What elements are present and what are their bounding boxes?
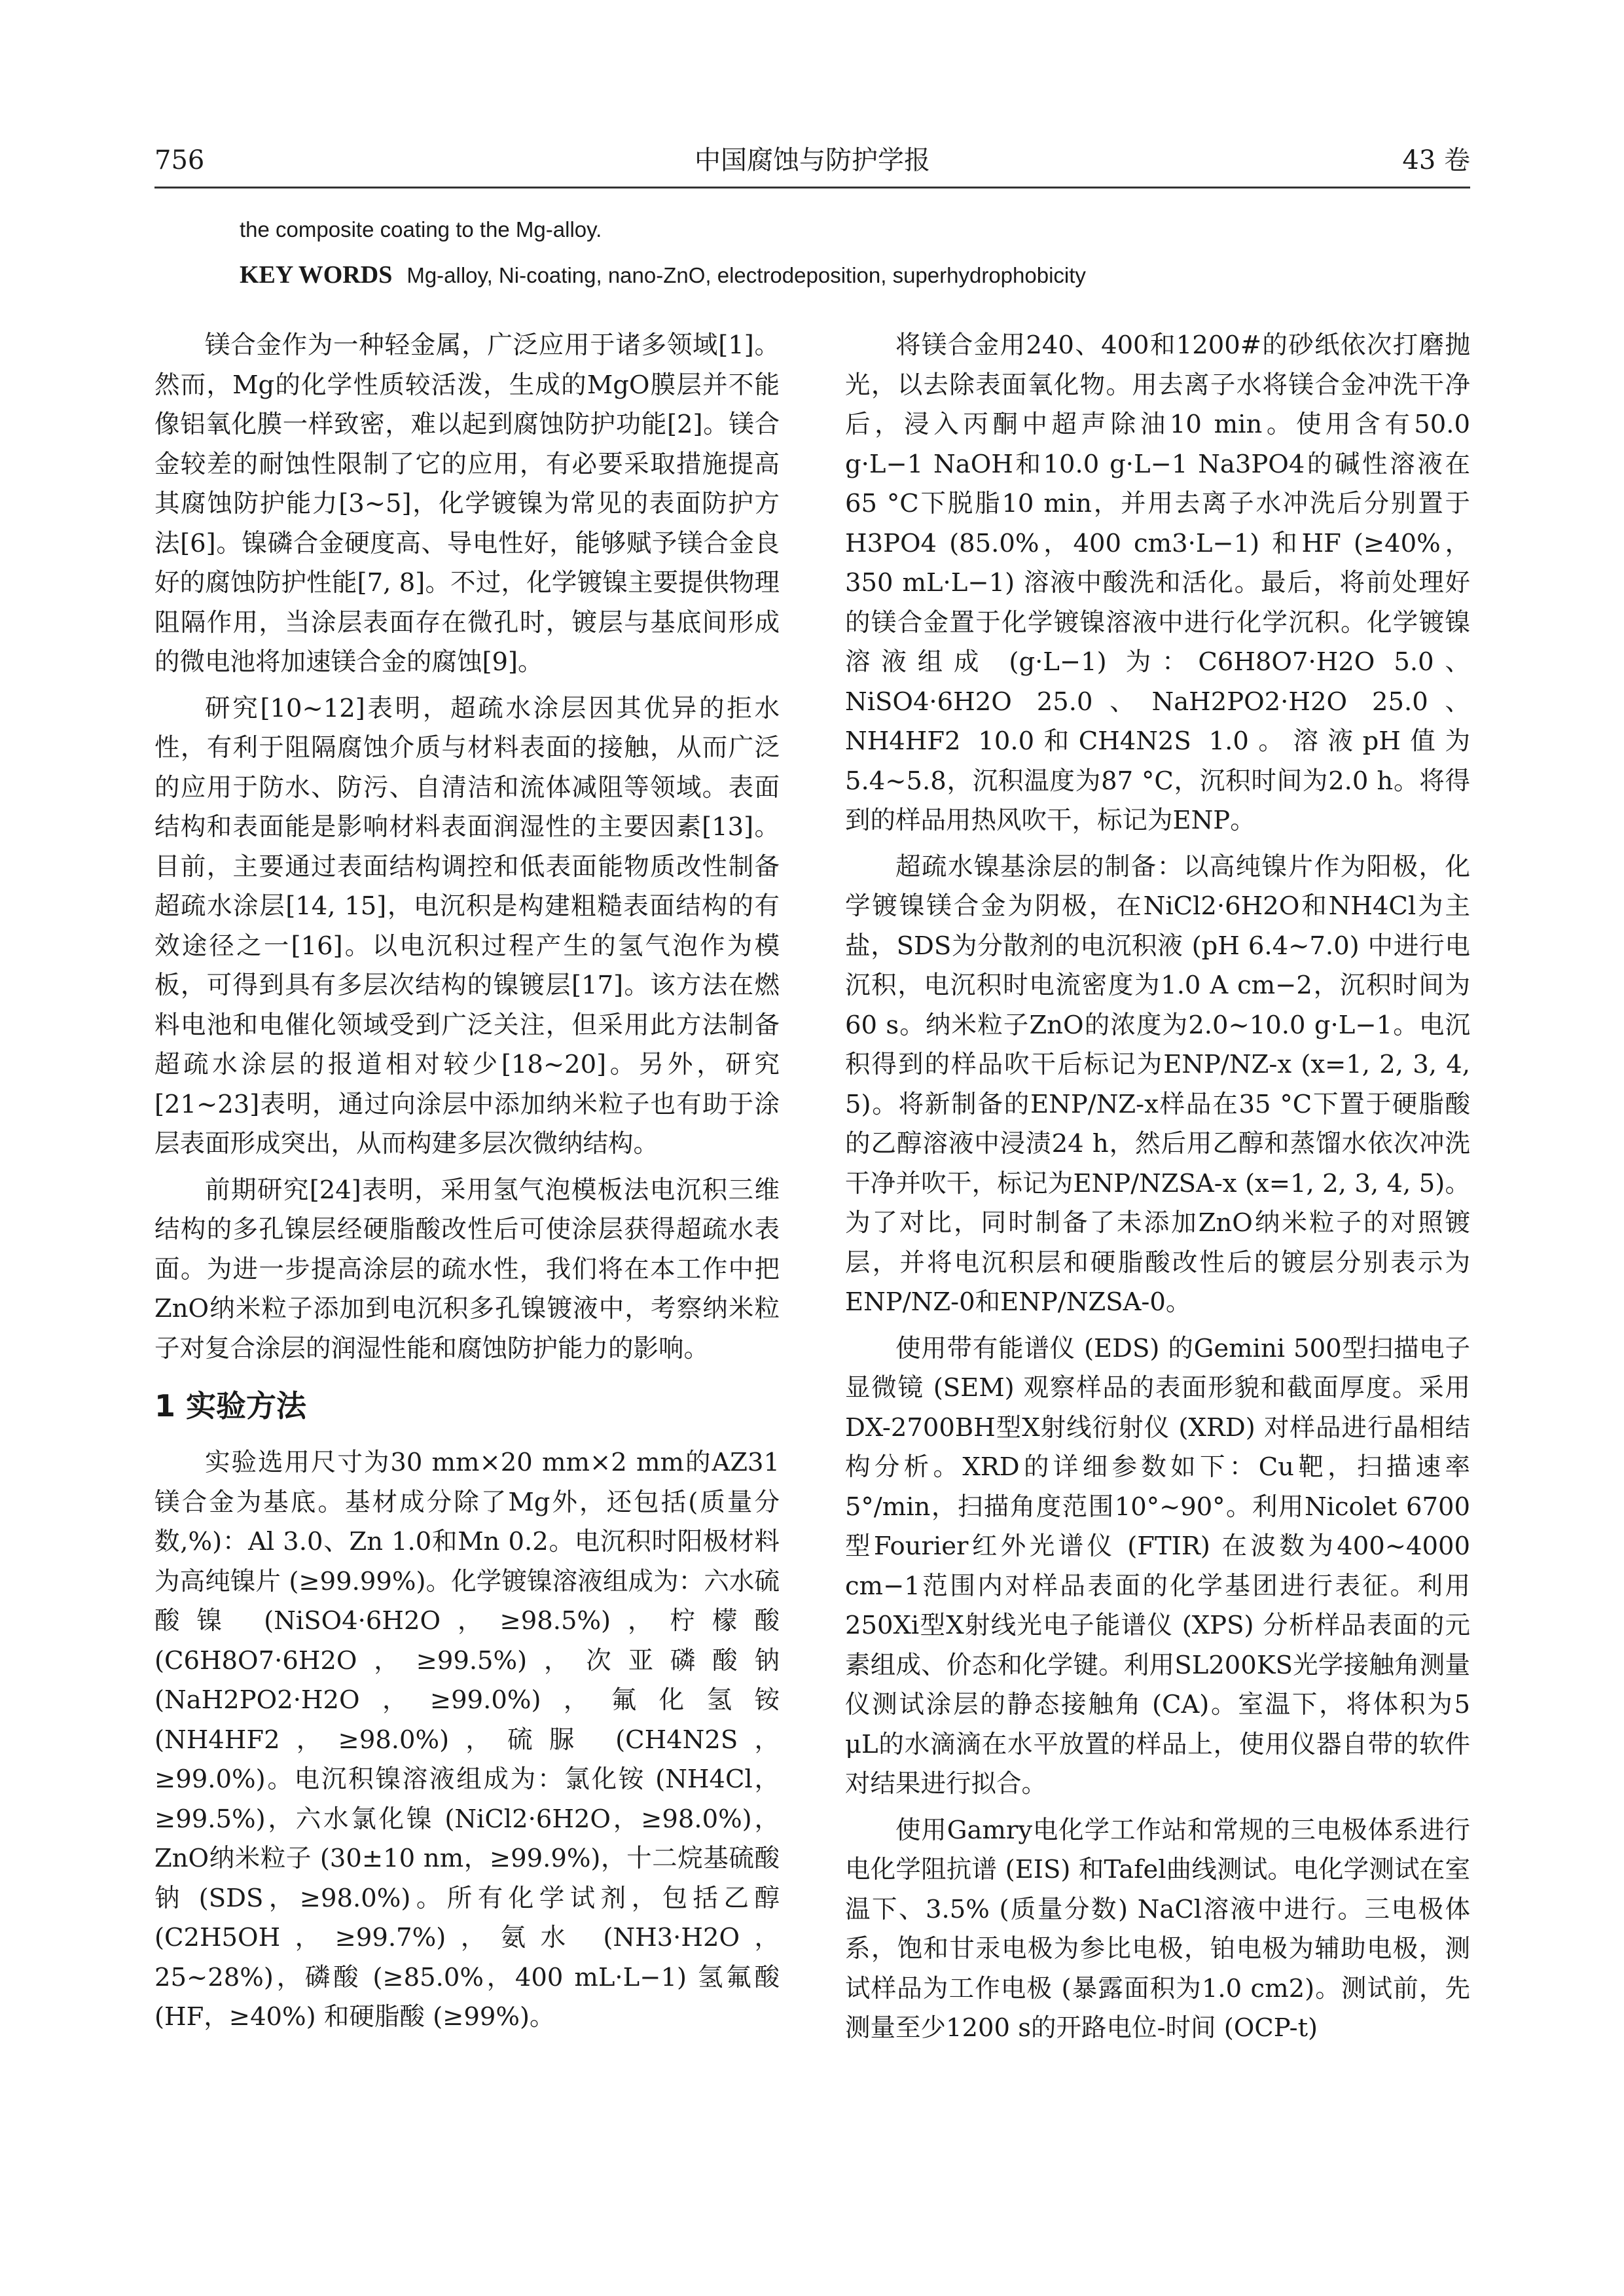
paragraph-preparation: 超疏水镍基涂层的制备：以高纯镍片作为阳极，化学镀镍镁合金为阴极，在NiCl2·6H2O和NH4Cl为主盐，SDS为分散剂的电沉积液 (pH 6.4~7.0) 中进行电沉积，电沉积时电流密度为1.0 A cm−2，沉积时间为60 s。纳米粒子ZnO的浓度为2.0~10.0 g·L−1。电沉积得到的样品吹干后标记为ENP/NZ-x (x=1, 2, 3, 4, 5)。将新制备的ENP/NZ-x样品在35 °C下置于硬脂酸的乙醇溶液中浸渍24 h，然后用乙醇和蒸馏水依次冲洗干净并吹干，标记为ENP/NZSA-x (x=1, 2, 3, 4, 5)。为了对比，同时制备了未添加ZnO纳米粒子的对照镀层，并将电沉积层和硬脂酸改性后的镀层分别表示为ENP/NZ-0和ENP/NZSA-0。 [845, 852, 1470, 1317]
paragraph-pretreatment: 将镁合金用240、400和1200#的砂纸依次打磨抛光，以去除表面氧化物。用去离子水将镁合金冲洗干净后，浸入丙酮中超声除油10 min。使用含有50.0 g·L−1 NaOH和10.0 g·L−1 Na3PO4的碱性溶液在65 °C下脱脂10 min，并用去离子水冲洗后分别置于H3PO4 (85.0%，400 cm3·L−1) 和HF (≥40%，350 mL·L−1) 溶液中酸洗和活化。最后，将前处理好的镁合金置于化学镀镍溶液中进行化学沉积。化学镀镍溶液组成 (g·L−1) 为：C6H8O7·H2O 5.0、NiSO4·6H2O 25.0、NaH2PO2·H2O 25.0、NH4HF2 10.0和CH4N2S 1.0。溶液pH值为5.4~5.8，沉积温度为87 °C，沉积时间为2.0 h。将得到的样品用热风吹干，标记为ENP。 [845, 331, 1470, 835]
right-column [845, 326, 1470, 2055]
header-rule [154, 187, 1470, 188]
keywords-line [240, 260, 1470, 289]
volume-label: 43 卷 [1402, 145, 1470, 175]
left-column [154, 326, 780, 2044]
paragraph-intro-2: 研究[10~12]表明，超疏水涂层因其优异的拒水性，有利于阻隔腐蚀介质与材料表面的接触，从而广泛的应用于防水、防污、自清洁和流体减阻等领域。表面结构和表面能是影响材料表面润湿性的主要因素[13]。目前，主要通过表面结构调控和低表面能物质改性制备超疏水涂层[14, 15]，电沉积是构建粗糙表面结构的有效途径之一[16]。以电沉积过程产生的氢气泡作为模板，可得到具有多层次结构的镍镀层[17]。该方法在燃料电池和电催化领域受到广泛关注，但采用此方法制备超疏水涂层的报道相对较少[18~20]。另外，研究[21~23]表明，通过向涂层中添加纳米粒子也有助于涂层表面形成突出，从而构建多层次微纳结构。 [154, 693, 780, 1158]
paragraph-intro-3: 前期研究[24]表明，采用氢气泡模板法电沉积三维结构的多孔镍层经硬脂酸改性后可使涂层获得超疏水表面。为进一步提高涂层的疏水性，我们将在本工作中把ZnO纳米粒子添加到电沉积多孔镍镀液中，考察纳米粒子对复合涂层的润湿性能和腐蚀防护能力的影响。 [154, 1175, 780, 1363]
abstract-tail: the composite coating to the Mg-alloy. [240, 217, 602, 242]
section-heading: 1 实验方法 [154, 1388, 307, 1424]
paragraph-electrochemistry: 使用Gamry电化学工作站和常规的三电极体系进行电化学阻抗谱 (EIS) 和Tafel曲线测试。电化学测试在室温下、3.5% (质量分数) NaCl溶液中进行。三电极体系，饱和甘汞电极为参比电极，铂电极为辅助电极，测试样品为工作电极 (暴露面积为1.0 cm2)。测试前，先测量至少1200 s的开路电位-时间 (OCP-t) [845, 1815, 1470, 2043]
paragraph-methods-1: 实验选用尺寸为30 mm×20 mm×2 mm的AZ31镁合金为基底。基材成分除了Mg外，还包括(质量分数,%)：Al 3.0、Zn 1.0和Mn 0.2。电沉积时阳极材料为高纯镍片 (≥99.99%)。化学镀镍溶液组成为：六水硫酸镍 (NiSO4·6H2O，≥98.5%)，柠檬酸 (C6H8O7·6H2O，≥99.5%)，次亚磷酸钠 (NaH2PO2·H2O，≥99.0%)，氟化氢铵 (NH4HF2，≥98.0%)，硫脲 (CH4N2S，≥99.0%)。电沉积镍溶液组成为：氯化铵 (NH4Cl，≥99.5%)，六水氯化镍 (NiCl2·6H2O，≥98.0%)，ZnO纳米粒子 (30±10 nm，≥99.9%)，十二烷基硫酸钠 (SDS，≥98.0%)。所有化学试剂，包括乙醇 (C2H5OH，≥99.7%)，氨水 (NH3·H2O，25~28%)，磷酸 (≥85.0%，400 mL·L−1) 氢氟酸 (HF，≥40%) 和硬脂酸 (≥99%)。 [154, 1448, 780, 2032]
keywords-label: KEY WORDS [240, 261, 393, 289]
journal-name: 中国腐蚀与防护学报 [695, 145, 930, 175]
running-header [154, 134, 1470, 187]
keywords-text: Mg-alloy, Ni-coating, nano-ZnO, electrodeposition, superhydrophobicity [406, 263, 1086, 287]
paragraph-characterization: 使用带有能谱仪 (EDS) 的Gemini 500型扫描电子显微镜 (SEM) 观察样品的表面形貌和截面厚度。采用DX-2700BH型X射线衍射仪 (XRD) 对样品进行晶相结构分析。XRD的详细参数如下：Cu靶，扫描速率5°/min，扫描角度范围10°~90°。利用Nicolet 6700型Fourier红外光谱仪 (FTIR) 在波数为400~4000 cm−1范围内对样品表面的化学基团进行表征。利用250Xi型X射线光电子能谱仪 (XPS) 分析样品表面的元素组成、价态和化学键。利用SL200KS光学接触角测量仪测试涂层的静态接触角 (CA)。室温下，将体积为5 μL的水滴滴在水平放置的样品上，使用仪器自带的软件对结果进行拟合。 [845, 1333, 1470, 1799]
paragraph-intro-1: 镁合金作为一种轻金属，广泛应用于诸多领域[1]。然而，Mg的化学性质较活泼，生成的MgO膜层并不能像铝氧化膜一样致密，难以起到腐蚀防护功能[2]。镁合金较差的耐蚀性限制了它的应用，有必要采取措施提高其腐蚀防护能力[3~5]，化学镀镍为常见的表面防护方法[6]。镍磷合金硬度高、导电性好，能够赋予镁合金良好的腐蚀防护性能[7, 8]。不过，化学镀镍主要提供物理阻隔作用，当涂层表面存在微孔时，镀层与基底间形成的微电池将加速镁合金的腐蚀[9]。 [154, 331, 780, 677]
page-number: 756 [154, 145, 205, 175]
